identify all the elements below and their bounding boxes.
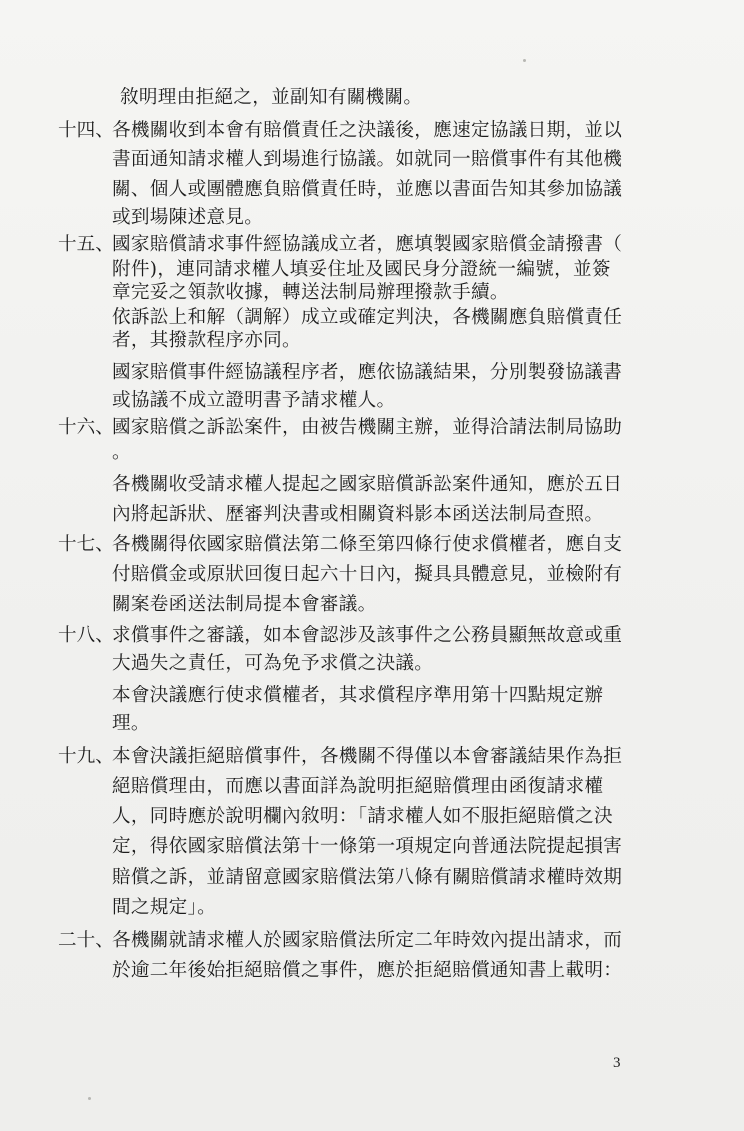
text-line: 國家賠償事件經協議程序者，應依協議結果，分別製發協議書	[112, 362, 623, 383]
text-line: 各機關收受請求權人提起之國家賠償訴訟案件通知，應於五日	[112, 474, 623, 495]
text-line: 關案卷函送法制局提本會審議。	[112, 594, 377, 615]
page-number: 3	[613, 1055, 621, 1071]
scan-speck	[88, 1097, 91, 1100]
text-line: 付賠償金或原狀回復日起六十日內，擬具具體意見，並檢附有	[112, 564, 623, 585]
text-line: 或到場陳述意見。	[112, 207, 264, 228]
text-line: 各機關收到本會有賠償責任之決議後，應速定協議日期，並以	[112, 120, 623, 141]
text-line: 賠償之訴，並請留意國家賠償法第八條有關賠償請求權時效期	[112, 867, 623, 888]
item-marker-14: 十四、	[58, 120, 114, 141]
item-marker-20: 二十、	[58, 930, 114, 951]
text-line: 理。	[112, 713, 150, 734]
text-line: 者，其撥款程序亦同。	[112, 330, 301, 351]
text-line: 敘明理由拒絕之，並副知有關機關。	[120, 87, 423, 108]
text-line: 。	[112, 442, 131, 463]
item-marker-18: 十八、	[58, 625, 114, 646]
scan-speck	[523, 59, 526, 62]
text-line: 大過失之責任，可為免予求償之決議。	[112, 653, 434, 674]
text-line: 人，同時應於說明欄內敘明：「請求權人如不服拒絕賠償之決	[112, 806, 613, 827]
text-line: 章完妥之領款收據，轉送法制局辦理撥款手續。	[112, 282, 509, 303]
text-line: 關、個人或團體應負賠償責任時，並應以書面告知其參加協議	[112, 179, 623, 200]
item-marker-17: 十七、	[58, 534, 114, 555]
item-marker-15: 十五、	[58, 234, 114, 255]
text-line: 各機關就請求權人於國家賠償法所定二年時效內提出請求，而	[112, 930, 623, 951]
text-line: 書面通知請求權人到場進行協議。如就同一賠償事件有其他機	[112, 149, 623, 170]
text-line: 國家賠償請求事件經協議成立者，應填製國家賠償金請撥書（	[112, 234, 623, 255]
text-line: 內將起訴狀、歷審判決書或相關資料影本函送法制局查照。	[112, 504, 604, 525]
text-line: 本會決議應行使求償權者，其求償程序準用第十四點規定辦	[112, 685, 604, 706]
text-line: 絕賠償理由，而應以書面詳為說明拒絕賠償理由函復請求權	[112, 776, 604, 797]
text-line: 附件)，連同請求權人填妥住址及國民身分證統一編號，並簽	[112, 259, 611, 280]
text-line: 各機關得依國家賠償法第二條至第四條行使求償權者，應自支	[112, 534, 623, 555]
item-marker-19: 十九、	[58, 746, 114, 767]
text-line: 本會決議拒絕賠償事件，各機關不得僅以本會審議結果作為拒	[112, 746, 623, 767]
text-line: 定，得依國家賠償法第十一條第一項規定向普通法院提起損害	[112, 836, 623, 857]
item-marker-16: 十六、	[58, 417, 114, 438]
text-line: 或協議不成立證明書予請求權人。	[112, 390, 396, 411]
text-line: 間之規定」。	[112, 897, 217, 918]
text-line: 國家賠償之訴訟案件，由被告機關主辦，並得洽請法制局協助	[112, 417, 623, 438]
text-line: 求償事件之審議，如本會認涉及該事件之公務員顯無故意或重	[112, 625, 623, 646]
text-line: 於逾二年後始拒絕賠償之事件，應於拒絕賠償通知書上載明：	[112, 960, 623, 981]
text-line: 依訴訟上和解（調解）成立或確定判決，各機關應負賠償責任	[112, 307, 623, 328]
